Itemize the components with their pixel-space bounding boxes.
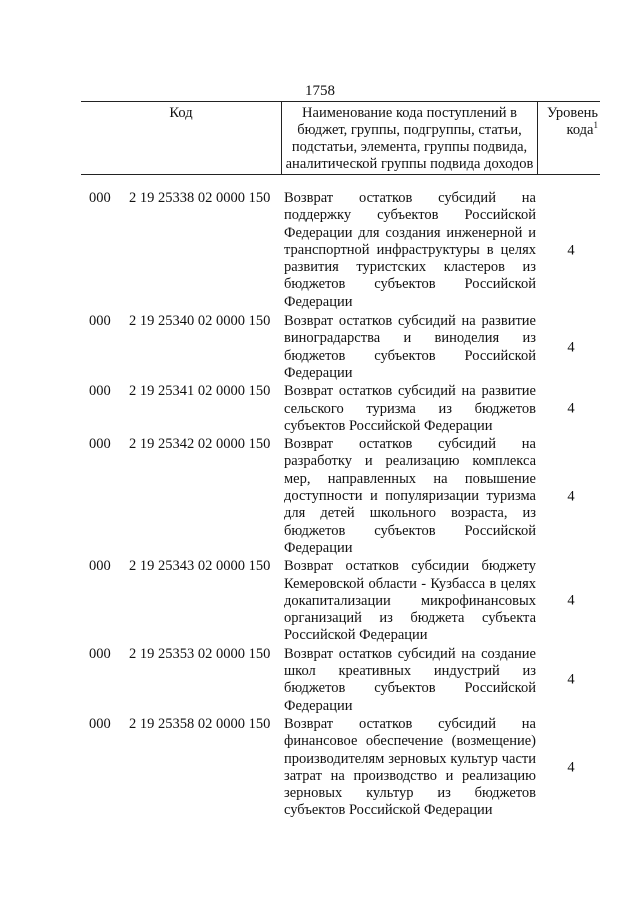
row-budget-code: 2 19 25353 02 0000 150 <box>129 645 271 662</box>
row-description: Возврат остатков субсидий на развитие виноградарства и виноделия из бюджетов субъектов Российской Федерации <box>284 313 536 381</box>
table-header <box>81 101 600 175</box>
row-budget-code: 2 19 25358 02 0000 150 <box>129 715 271 732</box>
row-level: 4 <box>567 400 575 417</box>
row-admin-code: 000 <box>89 436 111 453</box>
row-description: Возврат остатков субсидии бюджету Кемеровской области - Кузбасса в целях докапитализации микрофинансовых организаций из бюджета субъекта Российской Федерации <box>284 558 536 644</box>
page-number: 1758 <box>305 83 335 99</box>
row-admin-code: 000 <box>89 313 111 330</box>
header-level <box>538 102 600 174</box>
header-level-text: Уровень кода <box>546 105 598 138</box>
table-body <box>0 190 640 820</box>
table-row <box>0 190 640 311</box>
row-description: Возврат остатков субсидий на финансовое обеспечение (возмещение) производителям зерновых культур части затрат на производство и реализацию зерновых культур из бюджетов субъектов Российской Федерации <box>284 715 536 819</box>
table-row <box>0 383 640 435</box>
header-level-footnote: 1 <box>593 120 598 131</box>
row-budget-code: 2 19 25342 02 0000 150 <box>129 436 271 453</box>
table-row <box>0 646 640 715</box>
row-budget-code: 2 19 25343 02 0000 150 <box>129 558 271 575</box>
table-row <box>0 436 640 557</box>
table-row <box>0 558 640 644</box>
row-budget-code: 2 19 25340 02 0000 150 <box>129 313 271 330</box>
row-level: 4 <box>567 339 575 356</box>
row-level: 4 <box>567 759 575 776</box>
row-admin-code: 000 <box>89 190 111 206</box>
row-description: Возврат остатков субсидий на разработку и реализацию комплекса мер, направленных на повышение доступности и популяризации туризма для детей школьного возраста, из бюджетов субъектов Российской Федерации <box>284 436 536 556</box>
row-level: 4 <box>567 488 575 505</box>
row-admin-code: 000 <box>89 645 111 662</box>
row-description: Возврат остатков субсидий на создание школ креативных индустрий из бюджетов субъектов Российской Федерации <box>284 645 536 714</box>
row-admin-code: 000 <box>89 558 111 575</box>
header-code: Код <box>169 105 193 121</box>
table-row <box>0 716 640 820</box>
table-row <box>0 313 640 382</box>
row-level: 4 <box>567 671 575 688</box>
row-description: Возврат остатков субсидий на развитие сельского туризма из бюджетов субъектов Российской Федерации <box>284 383 536 434</box>
row-level: 4 <box>567 241 575 258</box>
row-level: 4 <box>567 592 575 609</box>
row-description: Возврат остатков субсидий на поддержку субъектов Российской Федерации для создания инженерной и транспортной инфраструктуры в целях развития туристских кластеров из бюджетов субъектов Российской Федерации <box>284 190 536 310</box>
row-admin-code: 000 <box>89 383 111 400</box>
row-budget-code: 2 19 25338 02 0000 150 <box>129 190 271 206</box>
row-budget-code: 2 19 25341 02 0000 150 <box>129 383 271 400</box>
header-name: Наименование кода поступлений в бюджет, группы, подгруппы, статьи, подстатьи, элемента, группы подвида, аналитической группы подвида доходов <box>281 102 538 174</box>
row-admin-code: 000 <box>89 715 111 732</box>
